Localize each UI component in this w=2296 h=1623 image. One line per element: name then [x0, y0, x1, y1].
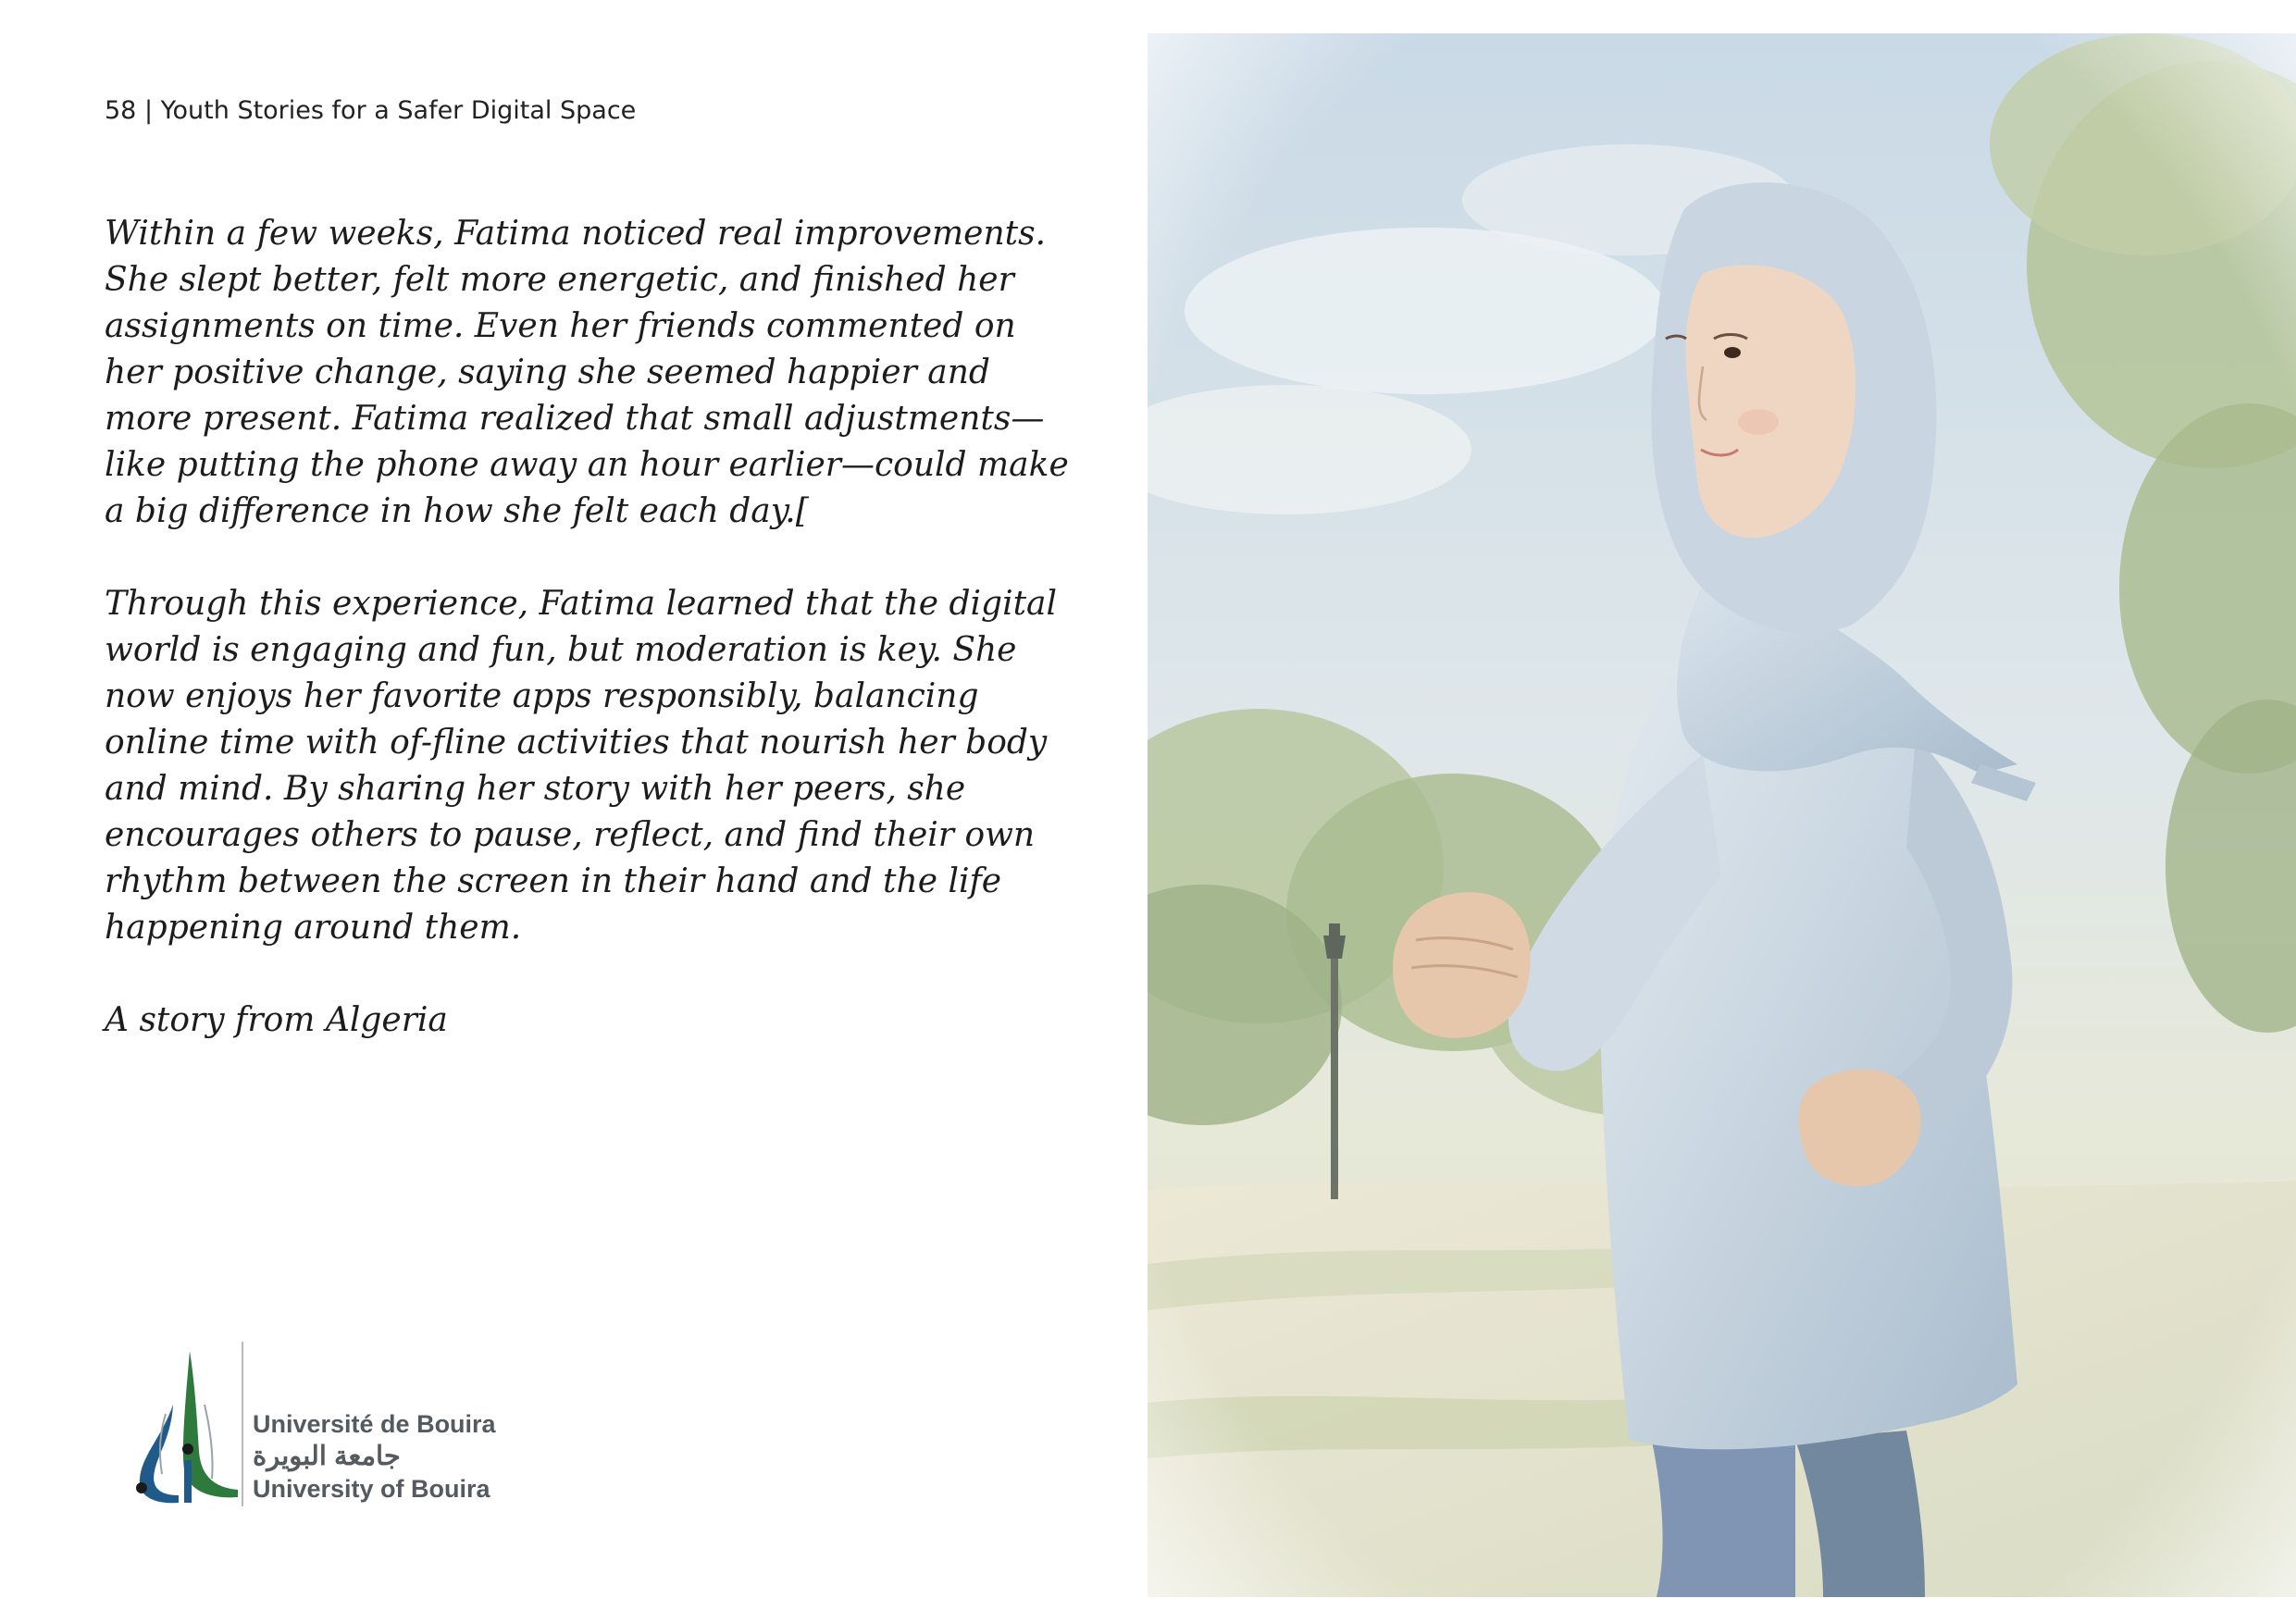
- story-paragraph-1: Within a few weeks, Fatima noticed real improvements. She slept better, felt more energetic, and finished her assignments on time. Even her friends commented on her positive change, saying she seemed happier and more present. Fatima realized that small adjustments—like putting the phone away an hour earlier—could make a big difference in how she felt each day.[: [105, 215, 1069, 530]
- story-paragraph-2: Through this experience, Fatima learned that the digital world is engaging and fun, but moderation is key. She now enjoys her favorite apps responsibly, balancing online time with of-fline activities that nourish her body and mind. By sharing her story with her peers, she encourages others to pause, reflect, and find their own rhythm between the screen in their hand and the life happening around them.: [105, 585, 1058, 947]
- university-logo: [134, 1342, 523, 1508]
- logo-name-french: Université de Bouira: [253, 1410, 496, 1438]
- story-text: [105, 211, 1076, 1044]
- university-emblem-icon: [134, 1349, 241, 1506]
- running-header: 58 | Youth Stories for a Safer Digital Space: [105, 96, 637, 125]
- story-illustration: [1148, 33, 2296, 1597]
- logo-name-arabic: جامعة البويرة: [253, 1442, 401, 1471]
- logo-divider: [242, 1342, 243, 1506]
- illustration-image: [1148, 33, 2296, 1597]
- story-attribution: A story from Algeria: [105, 1001, 448, 1039]
- logo-name-english: University of Bouira: [253, 1475, 490, 1503]
- logo-text: [253, 1408, 496, 1505]
